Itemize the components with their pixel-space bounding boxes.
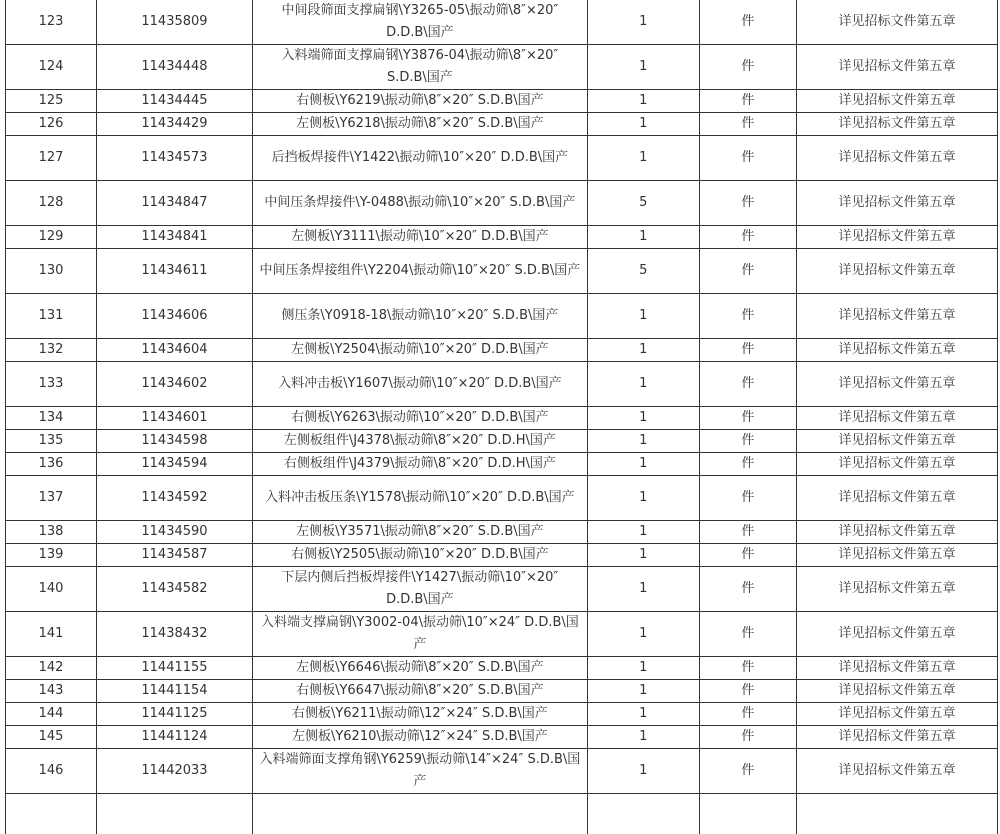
unit-cell: 件 — [699, 294, 796, 339]
material-code-cell: 11434582 — [97, 567, 253, 612]
item-name-cell: 左侧板\Y2504\振动筛\10″×20″ D.D.B\国产 — [252, 339, 587, 362]
material-code-cell: 11442033 — [97, 749, 253, 794]
row-number-cell: 126 — [6, 113, 97, 136]
empty-cell — [797, 794, 998, 834]
quantity-cell: 1 — [587, 0, 699, 45]
remark-cell: 详见招标文件第五章 — [797, 453, 998, 476]
unit-cell: 件 — [699, 476, 796, 521]
unit-cell: 件 — [699, 703, 796, 726]
unit-cell: 件 — [699, 0, 796, 45]
quantity-cell: 1 — [587, 226, 699, 249]
quantity-cell: 1 — [587, 476, 699, 521]
row-number-cell: 136 — [6, 453, 97, 476]
quantity-cell: 1 — [587, 294, 699, 339]
material-code-cell: 11441124 — [97, 726, 253, 749]
unit-cell: 件 — [699, 612, 796, 657]
table-row — [6, 136, 998, 181]
remark-cell: 详见招标文件第五章 — [797, 612, 998, 657]
unit-cell: 件 — [699, 45, 796, 90]
unit-cell: 件 — [699, 430, 796, 453]
quantity-cell: 1 — [587, 544, 699, 567]
remark-cell: 详见招标文件第五章 — [797, 476, 998, 521]
remark-cell: 详见招标文件第五章 — [797, 567, 998, 612]
row-number-cell: 127 — [6, 136, 97, 181]
material-code-cell: 11434604 — [97, 339, 253, 362]
item-name-cell: 右侧板\Y6211\振动筛\12″×24″ S.D.B\国产 — [252, 703, 587, 726]
remark-cell: 详见招标文件第五章 — [797, 657, 998, 680]
remark-cell: 详见招标文件第五章 — [797, 294, 998, 339]
row-number-cell: 145 — [6, 726, 97, 749]
unit-cell: 件 — [699, 226, 796, 249]
row-number-cell: 123 — [6, 0, 97, 45]
item-name-cell: 入料端筛面支撑扁钢\Y3876-04\振动筛\8″×20″ S.D.B\国产 — [252, 45, 587, 90]
table-row — [6, 703, 998, 726]
unit-cell: 件 — [699, 544, 796, 567]
unit-cell: 件 — [699, 749, 796, 794]
material-code-cell: 11441155 — [97, 657, 253, 680]
row-number-cell: 137 — [6, 476, 97, 521]
item-name-cell: 入料端筛面支撑角钢\Y6259\振动筛\14″×24″ S.D.B\国产 — [252, 749, 587, 794]
unit-cell: 件 — [699, 657, 796, 680]
material-code-cell: 11434448 — [97, 45, 253, 90]
table-row — [6, 521, 998, 544]
table-row — [6, 567, 998, 612]
item-name-cell: 右侧板\Y2505\振动筛\10″×20″ D.D.B\国产 — [252, 544, 587, 567]
quantity-cell: 1 — [587, 453, 699, 476]
material-code-cell: 11434841 — [97, 226, 253, 249]
empty-cell — [587, 794, 699, 834]
material-code-cell: 11434429 — [97, 113, 253, 136]
row-number-cell: 129 — [6, 226, 97, 249]
remark-cell: 详见招标文件第五章 — [797, 0, 998, 45]
unit-cell: 件 — [699, 362, 796, 407]
parts-table — [5, 0, 998, 834]
quantity-cell: 1 — [587, 113, 699, 136]
table-row — [6, 90, 998, 113]
unit-cell: 件 — [699, 567, 796, 612]
quantity-cell: 1 — [587, 407, 699, 430]
table-row — [6, 430, 998, 453]
remark-cell: 详见招标文件第五章 — [797, 407, 998, 430]
quantity-cell: 1 — [587, 90, 699, 113]
table-row — [6, 113, 998, 136]
table-row — [6, 453, 998, 476]
quantity-cell: 1 — [587, 657, 699, 680]
empty-cell — [97, 794, 253, 834]
parts-table-body — [6, 0, 998, 834]
unit-cell: 件 — [699, 407, 796, 430]
table-row — [6, 339, 998, 362]
item-name-cell: 左侧板组件\J4378\振动筛\8″×20″ D.D.H\国产 — [252, 430, 587, 453]
remark-cell: 详见招标文件第五章 — [797, 544, 998, 567]
table-row — [6, 726, 998, 749]
unit-cell: 件 — [699, 453, 796, 476]
material-code-cell: 11434611 — [97, 249, 253, 294]
table-row — [6, 45, 998, 90]
row-number-cell: 130 — [6, 249, 97, 294]
row-number-cell: 142 — [6, 657, 97, 680]
quantity-cell: 1 — [587, 567, 699, 612]
item-name-cell: 左侧板\Y3571\振动筛\8″×20″ S.D.B\国产 — [252, 521, 587, 544]
material-code-cell: 11434602 — [97, 362, 253, 407]
unit-cell: 件 — [699, 181, 796, 226]
quantity-cell: 5 — [587, 181, 699, 226]
item-name-cell: 左侧板\Y3111\振动筛\10″×20″ D.D.B\国产 — [252, 226, 587, 249]
quantity-cell: 1 — [587, 339, 699, 362]
material-code-cell: 11434606 — [97, 294, 253, 339]
table-row — [6, 249, 998, 294]
remark-cell: 详见招标文件第五章 — [797, 136, 998, 181]
empty-cell — [252, 794, 587, 834]
remark-cell: 详见招标文件第五章 — [797, 703, 998, 726]
item-name-cell: 侧压条\Y0918-18\振动筛\10″×20″ S.D.B\国产 — [252, 294, 587, 339]
remark-cell: 详见招标文件第五章 — [797, 749, 998, 794]
unit-cell: 件 — [699, 136, 796, 181]
material-code-cell: 11441154 — [97, 680, 253, 703]
table-row — [6, 657, 998, 680]
material-code-cell: 11441125 — [97, 703, 253, 726]
table-row — [6, 749, 998, 794]
item-name-cell: 左侧板\Y6218\振动筛\8″×20″ S.D.B\国产 — [252, 113, 587, 136]
remark-cell: 详见招标文件第五章 — [797, 226, 998, 249]
table-row — [6, 181, 998, 226]
table-row — [6, 0, 998, 45]
item-name-cell: 右侧板\Y6647\振动筛\8″×20″ S.D.B\国产 — [252, 680, 587, 703]
material-code-cell: 11434598 — [97, 430, 253, 453]
quantity-cell: 1 — [587, 521, 699, 544]
row-number-cell: 124 — [6, 45, 97, 90]
item-name-cell: 下层内侧后挡板焊接件\Y1427\振动筛\10″×20″ D.D.B\国产 — [252, 567, 587, 612]
remark-cell: 详见招标文件第五章 — [797, 181, 998, 226]
item-name-cell: 中间压条焊接组件\Y2204\振动筛\10″×20″ S.D.B\国产 — [252, 249, 587, 294]
unit-cell: 件 — [699, 521, 796, 544]
row-number-cell: 140 — [6, 567, 97, 612]
quantity-cell: 1 — [587, 612, 699, 657]
material-code-cell: 11434573 — [97, 136, 253, 181]
table-row — [6, 407, 998, 430]
item-name-cell: 左侧板\Y6646\振动筛\8″×20″ S.D.B\国产 — [252, 657, 587, 680]
row-number-cell: 139 — [6, 544, 97, 567]
table-row-partial — [6, 794, 998, 834]
unit-cell: 件 — [699, 680, 796, 703]
table-row — [6, 544, 998, 567]
item-name-cell: 中间压条焊接件\Y-0488\振动筛\10″×20″ S.D.B\国产 — [252, 181, 587, 226]
remark-cell: 详见招标文件第五章 — [797, 45, 998, 90]
remark-cell: 详见招标文件第五章 — [797, 430, 998, 453]
empty-cell — [6, 794, 97, 834]
quantity-cell: 1 — [587, 430, 699, 453]
row-number-cell: 135 — [6, 430, 97, 453]
quantity-cell: 1 — [587, 749, 699, 794]
empty-cell — [699, 794, 796, 834]
item-name-cell: 右侧板\Y6263\振动筛\10″×20″ D.D.B\国产 — [252, 407, 587, 430]
item-name-cell: 入料端支撑扁钢\Y3002-04\振动筛\10″×24″ D.D.B\国产 — [252, 612, 587, 657]
material-code-cell: 11434587 — [97, 544, 253, 567]
table-row — [6, 680, 998, 703]
quantity-cell: 1 — [587, 362, 699, 407]
row-number-cell: 125 — [6, 90, 97, 113]
item-name-cell: 后挡板焊接件\Y1422\振动筛\10″×20″ D.D.B\国产 — [252, 136, 587, 181]
table-row — [6, 294, 998, 339]
quantity-cell: 1 — [587, 703, 699, 726]
table-row — [6, 362, 998, 407]
material-code-cell: 11434445 — [97, 90, 253, 113]
remark-cell: 详见招标文件第五章 — [797, 680, 998, 703]
row-number-cell: 134 — [6, 407, 97, 430]
material-code-cell: 11434590 — [97, 521, 253, 544]
material-code-cell: 11434847 — [97, 181, 253, 226]
quantity-cell: 1 — [587, 680, 699, 703]
table-row — [6, 226, 998, 249]
unit-cell: 件 — [699, 726, 796, 749]
item-name-cell: 入料冲击板\Y1607\振动筛\10″×20″ D.D.B\国产 — [252, 362, 587, 407]
quantity-cell: 1 — [587, 136, 699, 181]
quantity-cell: 1 — [587, 726, 699, 749]
row-number-cell: 128 — [6, 181, 97, 226]
row-number-cell: 131 — [6, 294, 97, 339]
quantity-cell: 5 — [587, 249, 699, 294]
material-code-cell: 11434592 — [97, 476, 253, 521]
remark-cell: 详见招标文件第五章 — [797, 90, 998, 113]
unit-cell: 件 — [699, 249, 796, 294]
row-number-cell: 141 — [6, 612, 97, 657]
material-code-cell: 11434601 — [97, 407, 253, 430]
row-number-cell: 143 — [6, 680, 97, 703]
unit-cell: 件 — [699, 113, 796, 136]
item-name-cell: 入料冲击板压条\Y1578\振动筛\10″×20″ D.D.B\国产 — [252, 476, 587, 521]
item-name-cell: 中间段筛面支撑扁钢\Y3265-05\振动筛\8″×20″ D.D.B\国产 — [252, 0, 587, 45]
table-row — [6, 612, 998, 657]
item-name-cell: 左侧板\Y6210\振动筛\12″×24″ S.D.B\国产 — [252, 726, 587, 749]
quantity-cell: 1 — [587, 45, 699, 90]
row-number-cell: 138 — [6, 521, 97, 544]
remark-cell: 详见招标文件第五章 — [797, 726, 998, 749]
remark-cell: 详见招标文件第五章 — [797, 521, 998, 544]
row-number-cell: 132 — [6, 339, 97, 362]
remark-cell: 详见招标文件第五章 — [797, 362, 998, 407]
material-code-cell: 11438432 — [97, 612, 253, 657]
table-row — [6, 476, 998, 521]
item-name-cell: 右侧板\Y6219\振动筛\8″×20″ S.D.B\国产 — [252, 90, 587, 113]
row-number-cell: 146 — [6, 749, 97, 794]
remark-cell: 详见招标文件第五章 — [797, 113, 998, 136]
unit-cell: 件 — [699, 339, 796, 362]
unit-cell: 件 — [699, 90, 796, 113]
row-number-cell: 144 — [6, 703, 97, 726]
remark-cell: 详见招标文件第五章 — [797, 339, 998, 362]
item-name-cell: 右侧板组件\J4379\振动筛\8″×20″ D.D.H\国产 — [252, 453, 587, 476]
material-code-cell: 11434594 — [97, 453, 253, 476]
material-code-cell: 11435809 — [97, 0, 253, 45]
row-number-cell: 133 — [6, 362, 97, 407]
remark-cell: 详见招标文件第五章 — [797, 249, 998, 294]
